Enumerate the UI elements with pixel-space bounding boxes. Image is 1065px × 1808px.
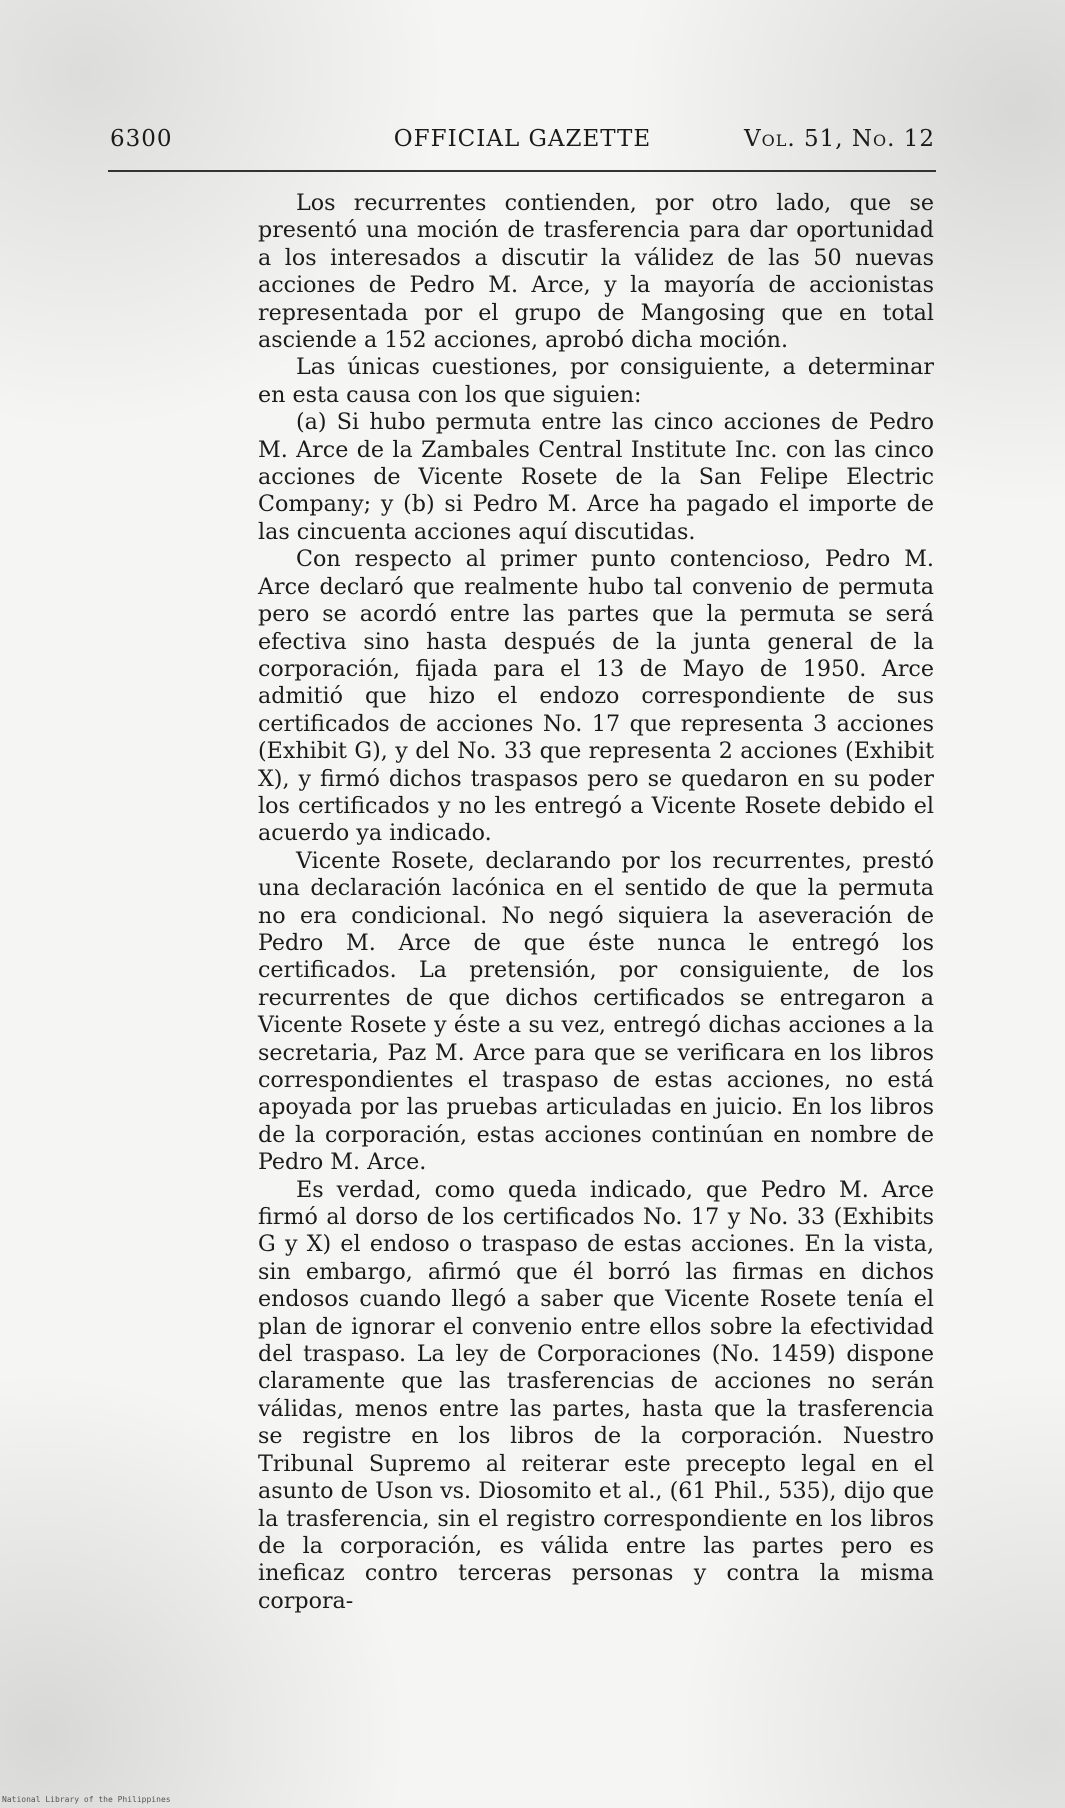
paragraph: Vicente Rosete, declarando por los recurrentes, prestó una declaración lacónica en el sentido de que la permuta no era condicional. No negó siquiera la aseveración de Pedro M. Arce de que éste nunca le entregó los certificados. La pretensión, por consiguiente, de los recurrentes de que dichos certificados se entregaron a Vicente Rosete y éste a su vez, entregó dichas acciones a la secretaria, Paz M. Arce para que se verificara en los libros correspondientes el traspaso de estas acciones, no está apoyada por las pruebas articuladas en juicio. En los libros de la corporación, estas acciones continúan en nombre de Pedro M. Arce. bbox=[258, 847, 934, 1176]
page-number: 6300 bbox=[110, 126, 173, 152]
library-footer: National Library of the Philippines bbox=[2, 1795, 171, 1804]
paragraph: Las únicas cuestiones, por consiguiente, a determinar en esta causa con los que siguien: bbox=[258, 354, 934, 408]
volume-issue: Vol. 51, No. 12 bbox=[744, 126, 935, 152]
question-a: (a) Si hubo permuta entre las cinco acciones de Pedro M. Arce de la Zambales Central Institute Inc. con las cinco acciones de Vicente Rosete de la San Felipe Electric Company; y (b) si Pedro M. Arce ha pagado el importe de las cincuenta acciones aquí discutidas. bbox=[258, 409, 934, 545]
page-header bbox=[110, 126, 935, 160]
article-body bbox=[258, 190, 934, 1615]
paragraph: Es verdad, como queda indicado, que Pedro M. Arce firmó al dorso de los certificados No. 17 y No. 33 (Exhibits G y X) el endoso o traspaso de estas acciones. En la vista, sin embargo, afirmó que él borró las firmas en dichos endosos cuando llegó a saber que Vicente Rosete tenía el plan de ignorar el convenio entre ellos sobre la efectividad del traspaso. La ley de Corporaciones (No. 1459) dispone claramente que las trasferencias de acciones no serán válidas, menos entre las partes, hasta que la trasferencia se registre en los libros de la corporación. Nuestro Tribunal Supremo al reiterar este precepto legal en el asunto de Uson vs. Diosomito et al., (61 Phil., 535), dijo que la trasferencia, sin el registro correspondiente en los libros de la corporación, es válida entre las partes pero es ineficaz contro terceras personas y contra la misma corpora- bbox=[258, 1176, 934, 1614]
publication-title: OFFICIAL GAZETTE bbox=[393, 126, 652, 152]
paragraph bbox=[258, 409, 934, 546]
paragraph: Con respecto al primer punto contencioso, Pedro M. Arce declaró que realmente hubo tal convenio de permuta pero se acordó entre las partes que la permuta se será efectiva sino hasta después de la junta general de la corporación, fijada para el 13 de Mayo de 1950. Arce admitió que hizo el endozo correspondiente de sus certificados de acciones No. 17 que representa 3 acciones (Exhibit G), y del No. 33 que representa 2 acciones (Exhibit X), y firmó dichos traspasos pero se quedaron en su poder los certificados y no les entregó a Vicente Rosete debido el acuerdo ya indicado. bbox=[258, 546, 934, 847]
header-rule bbox=[108, 170, 936, 172]
paragraph: Los recurrentes contienden, por otro lado, que se presentó una moción de trasferencia para dar oportunidad a los interesados a discutir la válidez de las 50 nuevas acciones de Pedro M. Arce, y la mayoría de accionistas representada por el grupo de Mangosing que en total asciende a 152 acciones, aprobó dicha moción. bbox=[258, 190, 934, 354]
